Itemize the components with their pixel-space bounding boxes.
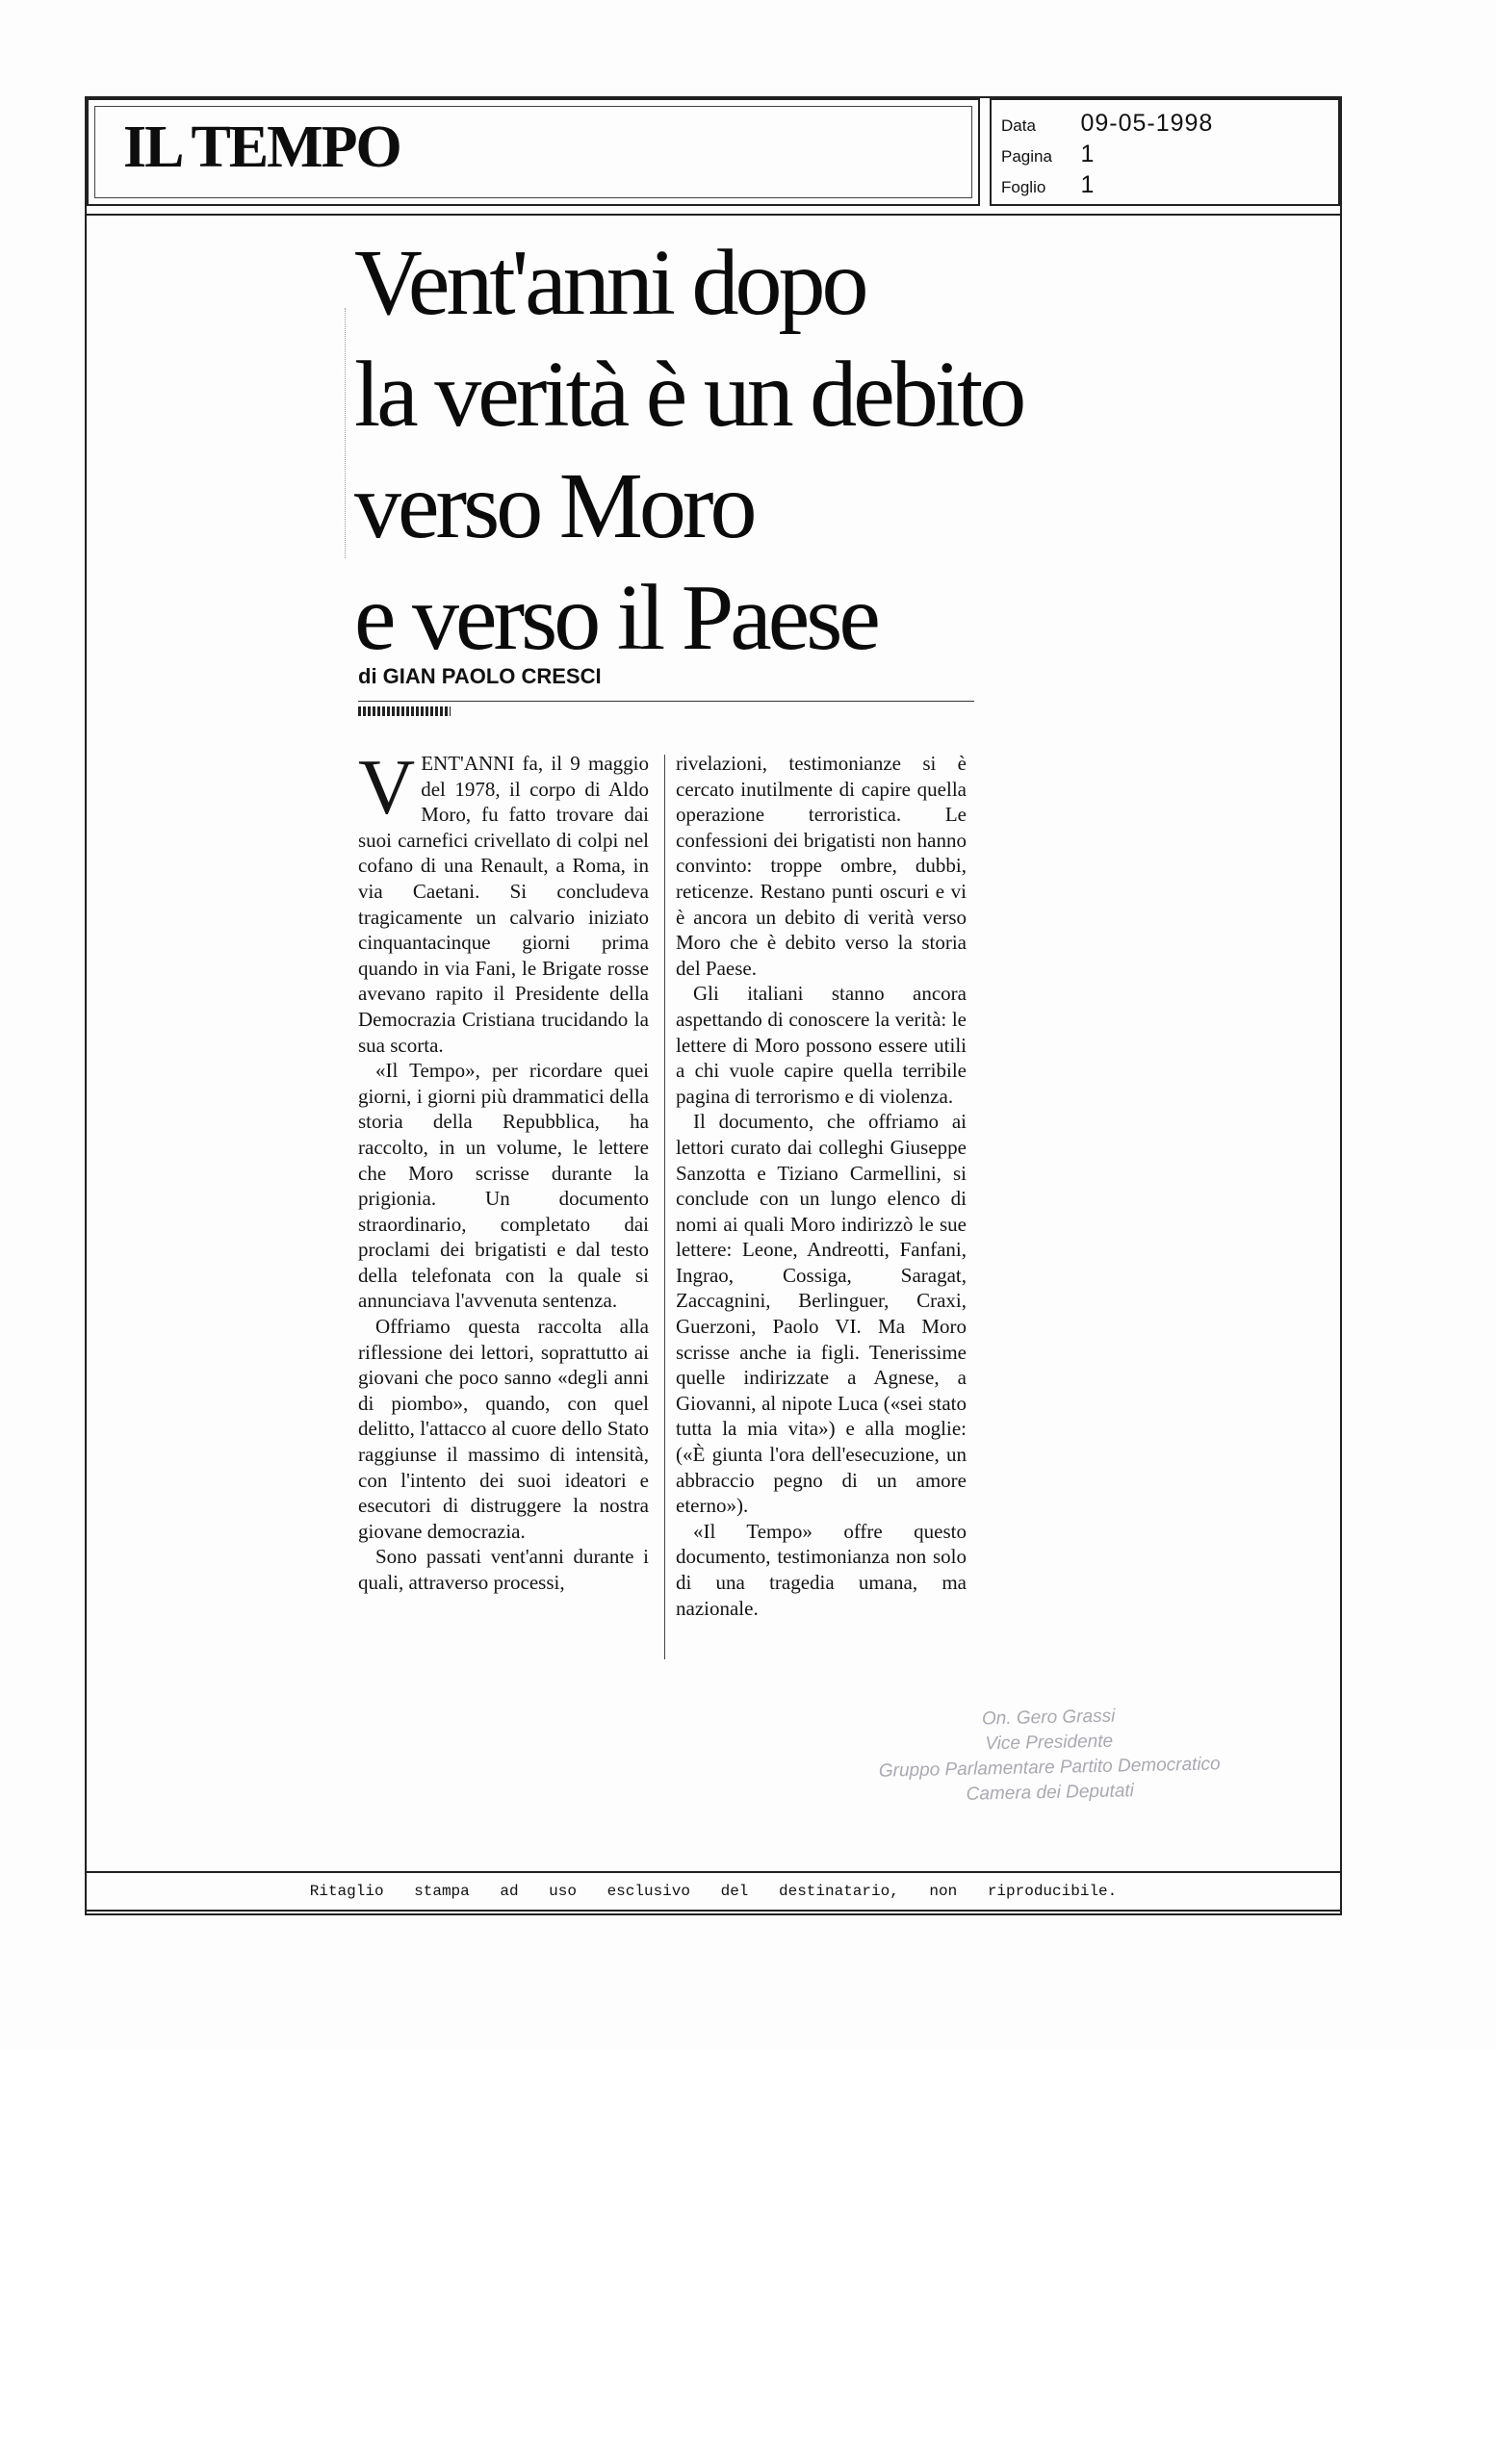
paragraph: Gli italiani stanno ancora aspettando di conoscere la verità: le lettere di Moro possono essere utili a chi vuole capire quella terribile pagina di terrorismo e di violenza.	[676, 982, 967, 1108]
masthead: IL TEMPO	[123, 115, 400, 180]
byline: di GIAN PAOLO CRESCI	[358, 664, 602, 688]
article-column-1	[358, 743, 649, 1596]
footer-notice: Ritaglio stampa ad uso esclusivo del destinatario, non riproducibile.	[309, 1883, 1118, 1900]
paragraph: «Il Tempo» offre questo documento, testimonianza non solo di una tragedia umana, ma nazionale.	[676, 1519, 967, 1620]
paragraph: rivelazioni, testimonianze si è cercato inutilmente di capire quella operazione terroristica. Le confessioni dei brigatisti non hanno convinto: troppe ombre, dubbi, reticenze. Restano punti oscuri e vi è ancora un debito di verità verso Moro che è debito verso la storia del Paese.	[676, 752, 967, 980]
paragraph: Il documento, che offriamo ai lettori curato dai colleghi Giuseppe Sanzotta e Tiziano Carmellini, si conclude con un lungo elenco di nomi ai quali Moro indirizzò le sue lettere: Leone, Andreotti, Fanfani, Ingrao, Cossiga, Saragat, Zaccagnini, Berlinguer, Craxi, Guerzoni, Paolo VI. Ma Moro scrisse anche ia figli. Tenerissime quelle indirizzate a Agnese, a Giovanni, al nipote Luca («sei stato tutta la mia vita») e alla moglie: («È giunta l'ora dell'esecuzione, un abbraccio pegno di un amore eterno»).	[676, 1110, 967, 1518]
meta-data-row	[1001, 110, 1213, 138]
masthead-box	[87, 98, 980, 206]
pagina-label: Pagina	[1001, 147, 1052, 166]
data-value: 09-05-1998	[1080, 110, 1214, 137]
paragraph: Sono passati vent'anni durante i quali, attraverso processi,	[358, 1545, 649, 1594]
official-stamp	[846, 1702, 1252, 1810]
headline-line: e verso il Paese	[354, 566, 877, 670]
article-column-2	[676, 751, 967, 1621]
data-label: Data	[1001, 116, 1036, 135]
paragraph: Offriamo questa raccolta alla riflessione dei lettori, soprattutto ai giovani che poco sanno «degli anni di piombo», quando, con quel delitto, l'attacco al cuore dello Stato raggiunse il massimo di intensità, con l'intento dei suoi ideatori e esecutori di distruggere la nostra giovane democrazia.	[358, 1315, 649, 1543]
stamp-line: On. Gero Grassi	[981, 1706, 1116, 1730]
meta-pagina-row	[1001, 141, 1095, 168]
headline-line: la verità è un debito	[354, 343, 1023, 447]
meta-foglio-row	[1001, 171, 1095, 199]
paragraph: VENT'ANNI fa, il 9 maggio del 1978, il corpo di Aldo Moro, fu fatto trovare dai suoi carnefici crivellato di colpi nel cofano di una Renault, a Roma, in via Caetani. Si concludeva tragicamente un calvario iniziato cinquantacinque giorni prima quando in via Fani, le Brigate rosse avevano rapito il Presidente della Democrazia Cristiana trucidando la sua scorta.	[358, 743, 649, 1057]
pagina-value: 1	[1080, 141, 1096, 167]
stamp-line: Camera dei Deputati	[966, 1781, 1135, 1805]
footer-rule	[87, 1871, 1340, 1873]
stamp-line: Gruppo Parlamentare Partito Democratico	[878, 1754, 1221, 1782]
meta-box	[990, 98, 1340, 206]
margin-mark	[345, 308, 346, 558]
column-rule	[664, 755, 665, 1659]
stamp-line: Vice Presidente	[985, 1731, 1114, 1755]
byline-bar	[358, 706, 451, 716]
foglio-value: 1	[1080, 171, 1096, 198]
paragraph: «Il Tempo», per ricordare quei giorni, i giorni più drammatici della storia della Repubblica, ha raccolto, in un volume, le lettere che Moro scrisse durante la prigionia. Un documento straordinario, completato dai proclami dei brigatisti e dal testo della telefonata con la quale si annunciava l'avvenuta sentenza.	[358, 1059, 649, 1313]
byline-rule	[358, 701, 974, 702]
headline-line: verso Moro	[354, 454, 754, 558]
headline-line: Vent'anni dopo	[354, 231, 865, 335]
drop-cap: V	[358, 743, 416, 831]
footer-bottom-rule	[87, 1910, 1340, 1912]
foglio-label: Foglio	[1001, 178, 1046, 196]
article-headline	[354, 227, 1028, 674]
